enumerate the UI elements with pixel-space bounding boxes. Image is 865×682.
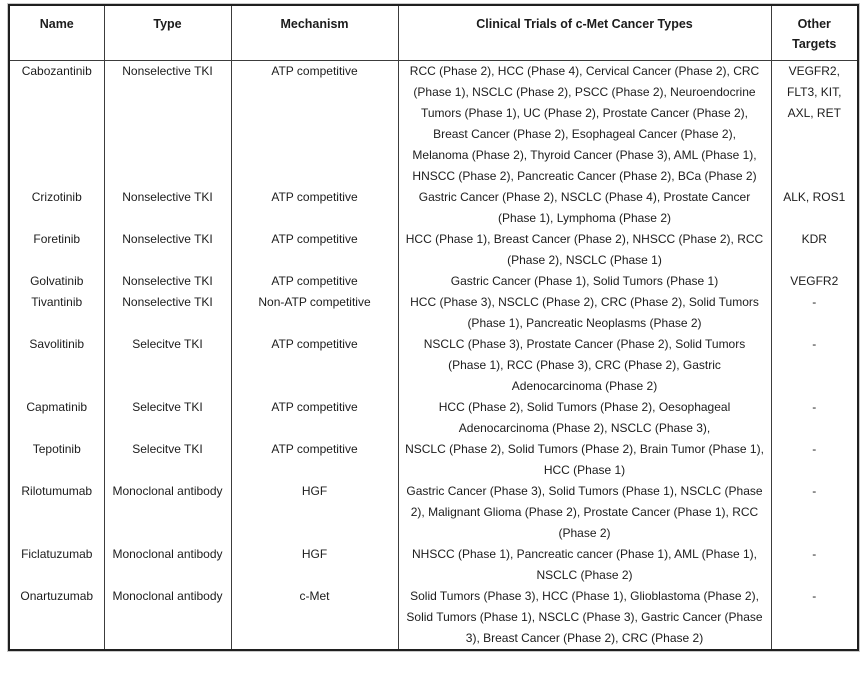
header-row	[9, 5, 858, 61]
cell-mechanism: ATP competitive	[231, 397, 398, 439]
cell-clinical-trials: Gastric Cancer (Phase 3), Solid Tumors (Phase 1), NSCLC (Phase 2), Malignant Glioma (Phase 2), Prostate Cancer (Phase 1), RCC (Phase 2)	[398, 481, 771, 544]
cell-clinical-trials: RCC (Phase 2), HCC (Phase 4), Cervical Cancer (Phase 2), CRC (Phase 1), NSCLC (Phase 2), PSCC (Phase 2), Neuroendocrine Tumors (Phase 1), UC (Phase 2), Prostate Cancer (Phase 2), Breast Cancer (Phase 2), Esophageal Cancer (Phase 2), Melanoma (Phase 2), Thyroid Cancer (Phase 3), AML (Phase 1), HNSCC (Phase 2), Pancreatic Cancer (Phase 2), BCa (Phase 2)	[398, 61, 771, 188]
cell-mechanism: ATP competitive	[231, 187, 398, 229]
cell-drug-name: Tivantinib	[31, 295, 83, 309]
cell-other-targets: KDR	[771, 229, 858, 271]
cell-mechanism: HGF	[231, 481, 398, 544]
cell-other-targets: VEGFR2, FLT3, KIT, AXL, RET	[771, 61, 858, 188]
cell-clinical-trials: HCC (Phase 1), Breast Cancer (Phase 2), NHSCC (Phase 2), RCC (Phase 2), NSCLC (Phase 1)	[398, 229, 771, 271]
cell-type: Monoclonal antibody	[104, 586, 231, 650]
cell-type: Monoclonal antibody	[104, 481, 231, 544]
cell-mechanism: Non-ATP competitive	[231, 292, 398, 334]
cell-mechanism: c-Met	[231, 586, 398, 650]
table-row	[9, 397, 858, 439]
table-row	[9, 439, 858, 481]
cell-type: Nonselective TKI	[104, 271, 231, 292]
cell-other-targets: ALK, ROS1	[771, 187, 858, 229]
cell-type: Nonselective TKI	[104, 187, 231, 229]
column-header-other-targets: Other Targets	[771, 5, 858, 61]
table-row	[9, 229, 858, 271]
cell-clinical-trials: HCC (Phase 2), Solid Tumors (Phase 2), Oesophageal Adenocarcinoma (Phase 2), NSCLC (Phase 3),	[398, 397, 771, 439]
cell-type: Selecitve TKI	[104, 334, 231, 397]
table-body	[9, 61, 858, 651]
cell-drug-name: Tepotinib	[32, 442, 81, 456]
cell-drug-name: Capmatinib	[26, 400, 88, 414]
table-row	[9, 292, 858, 334]
cell-clinical-trials: NSCLC (Phase 3), Prostate Cancer (Phase 2), Solid Tumors (Phase 1), RCC (Phase 3), CRC (Phase 2), Gastric Adenocarcinoma (Phase 2)	[398, 334, 771, 397]
cell-drug-name: Savolitinib	[29, 337, 85, 351]
cell-other-targets: -	[771, 439, 858, 481]
cell-type: Selecitve TKI	[104, 397, 231, 439]
column-header-type: Type	[104, 5, 231, 61]
cell-other-targets: -	[771, 397, 858, 439]
cell-type: Monoclonal antibody	[104, 544, 231, 586]
cell-type: Nonselective TKI	[104, 229, 231, 271]
cell-other-targets: -	[771, 586, 858, 650]
cell-mechanism: ATP competitive	[231, 439, 398, 481]
column-header-clinical-trials: Clinical Trials of c-Met Cancer Types	[398, 5, 771, 61]
cell-other-targets: -	[771, 481, 858, 544]
cell-clinical-trials: Gastric Cancer (Phase 2), NSCLC (Phase 4), Prostate Cancer (Phase 1), Lymphoma (Phase 2)	[398, 187, 771, 229]
cell-type: Selecitve TKI	[104, 439, 231, 481]
cell-mechanism: ATP competitive	[231, 271, 398, 292]
cell-clinical-trials: NSCLC (Phase 2), Solid Tumors (Phase 2), Brain Tumor (Phase 1), HCC (Phase 1)	[398, 439, 771, 481]
cell-drug-name: Onartuzumab	[20, 589, 94, 603]
cell-type: Nonselective TKI	[104, 292, 231, 334]
cell-drug-name: Ficlatuzumab	[21, 547, 93, 561]
table-row	[9, 334, 858, 397]
cell-mechanism: ATP competitive	[231, 229, 398, 271]
cell-drug-name: Foretinib	[33, 232, 81, 246]
cell-other-targets: -	[771, 544, 858, 586]
cell-drug-name: Golvatinib	[30, 274, 84, 288]
cell-mechanism: HGF	[231, 544, 398, 586]
table-row	[9, 61, 858, 188]
cell-drug-name: Rilotumumab	[21, 484, 93, 498]
c-met-inhibitors-table	[8, 4, 859, 651]
table-row	[9, 544, 858, 586]
column-header-name: Name	[9, 5, 104, 61]
cell-other-targets: -	[771, 334, 858, 397]
cell-clinical-trials: Gastric Cancer (Phase 1), Solid Tumors (Phase 1)	[398, 271, 771, 292]
table-row	[9, 187, 858, 229]
cell-mechanism: ATP competitive	[231, 61, 398, 188]
cell-clinical-trials: Solid Tumors (Phase 3), HCC (Phase 1), Glioblastoma (Phase 2), Solid Tumors (Phase 1), NSCLC (Phase 3), Gastric Cancer (Phase 3), Breast Cancer (Phase 2), CRC (Phase 2)	[398, 586, 771, 650]
column-header-mechanism: Mechanism	[231, 5, 398, 61]
cell-clinical-trials: NHSCC (Phase 1), Pancreatic cancer (Phase 1), AML (Phase 1), NSCLC (Phase 2)	[398, 544, 771, 586]
table-row	[9, 481, 858, 544]
cell-drug-name: Crizotinib	[31, 190, 82, 204]
cell-clinical-trials: HCC (Phase 3), NSCLC (Phase 2), CRC (Phase 2), Solid Tumors (Phase 1), Pancreatic Neoplasms (Phase 2)	[398, 292, 771, 334]
table-row	[9, 586, 858, 650]
c-met-inhibitors-table-container	[8, 4, 857, 651]
table-row	[9, 271, 858, 292]
cell-other-targets: VEGFR2	[771, 271, 858, 292]
cell-type: Nonselective TKI	[104, 61, 231, 188]
cell-drug-name: Cabozantinib	[21, 64, 92, 78]
cell-other-targets: -	[771, 292, 858, 334]
cell-mechanism: ATP competitive	[231, 334, 398, 397]
